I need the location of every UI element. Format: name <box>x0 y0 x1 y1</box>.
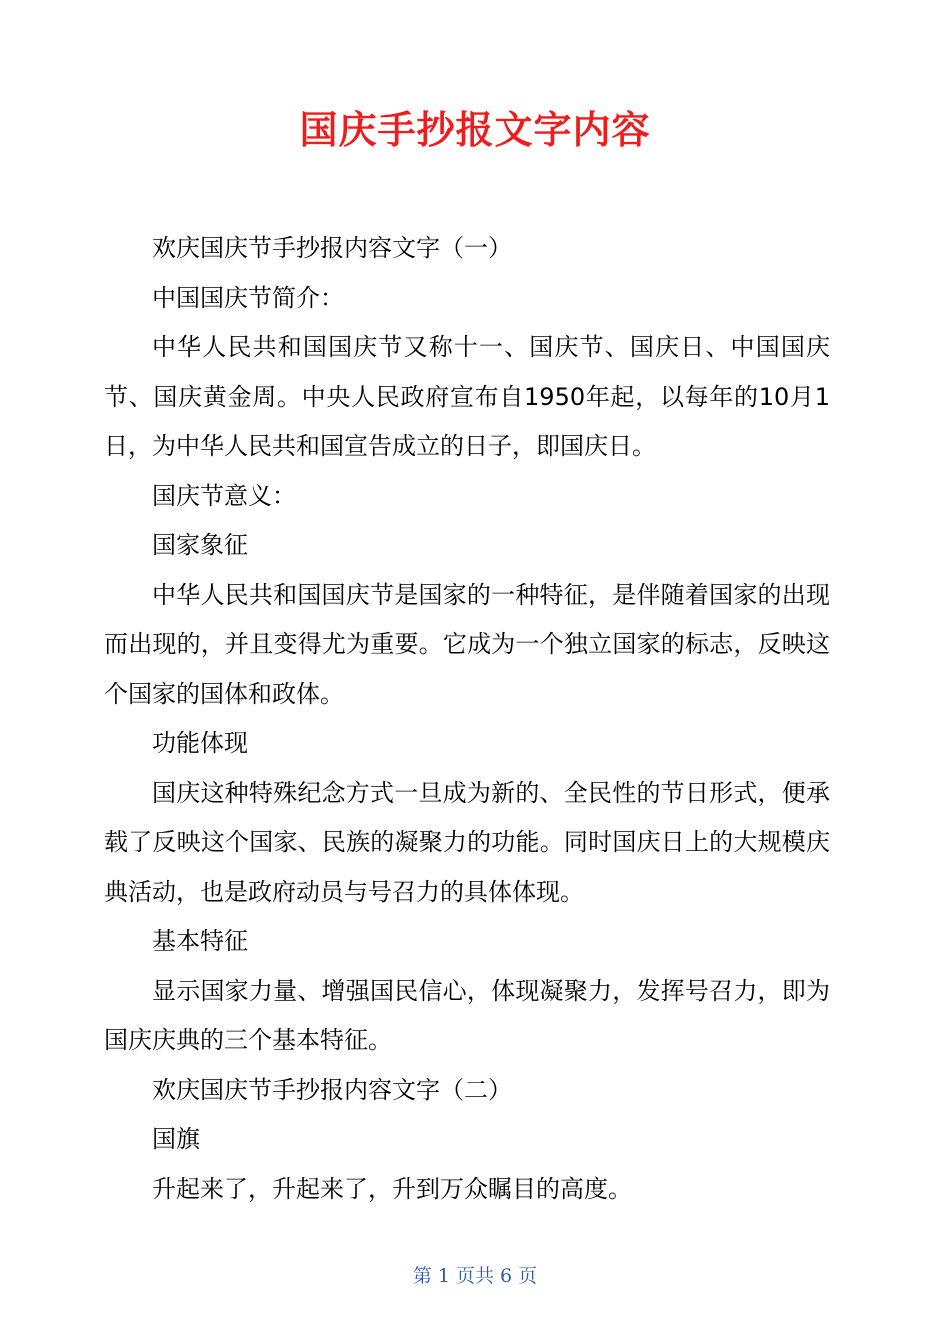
function-paragraph: 国庆这种特殊纪念方式一旦成为新的、全民性的节日形式，便承载了反映这个国家、民族的凝聚力的功能。同时国庆日上的大规模庆典活动，也是政府动员与号召力的具体体现。 <box>104 778 830 906</box>
intro-paragraph: 中华人民共和国国庆节又称十一、国庆节、国庆日、中国国庆节、国庆黄金周。中央人民政府宣布自1950年起，以每年的10月1日，为中华人民共和国宣告成立的日子，即国庆日。 <box>104 333 830 460</box>
heading-part-two: 欢庆国庆节手抄报内容文字（二） <box>152 1075 512 1104</box>
document-body <box>104 224 830 1214</box>
subheading-national-symbol: 国家象征 <box>152 531 248 559</box>
subheading-flag: 国旗 <box>152 1125 200 1153</box>
heading-part-one: 欢庆国庆节手抄报内容文字（一） <box>152 234 512 262</box>
intro-heading: 中国国庆节简介： <box>152 283 344 312</box>
significance-heading: 国庆节意义： <box>152 481 296 510</box>
subheading-basic-features: 基本特征 <box>152 927 248 955</box>
national-symbol-paragraph: 中华人民共和国国庆节是国家的一种特征，是伴随着国家的出现而出现的，并且变得尤为重要。它成为一个独立国家的标志，反映这个国家的国体和政体。 <box>104 580 830 708</box>
subheading-function: 功能体现 <box>152 729 248 757</box>
basic-features-paragraph: 显示国家力量、增强国民信心，体现凝聚力，发挥号召力，即为国庆庆典的三个基本特征。 <box>104 976 830 1054</box>
document-title: 国庆手抄报文字内容 <box>299 108 651 152</box>
page-footer: 第 1 页共 6 页 <box>412 1265 538 1287</box>
flag-paragraph: 升起来了，升起来了，升到万众瞩目的高度。 <box>152 1174 632 1203</box>
